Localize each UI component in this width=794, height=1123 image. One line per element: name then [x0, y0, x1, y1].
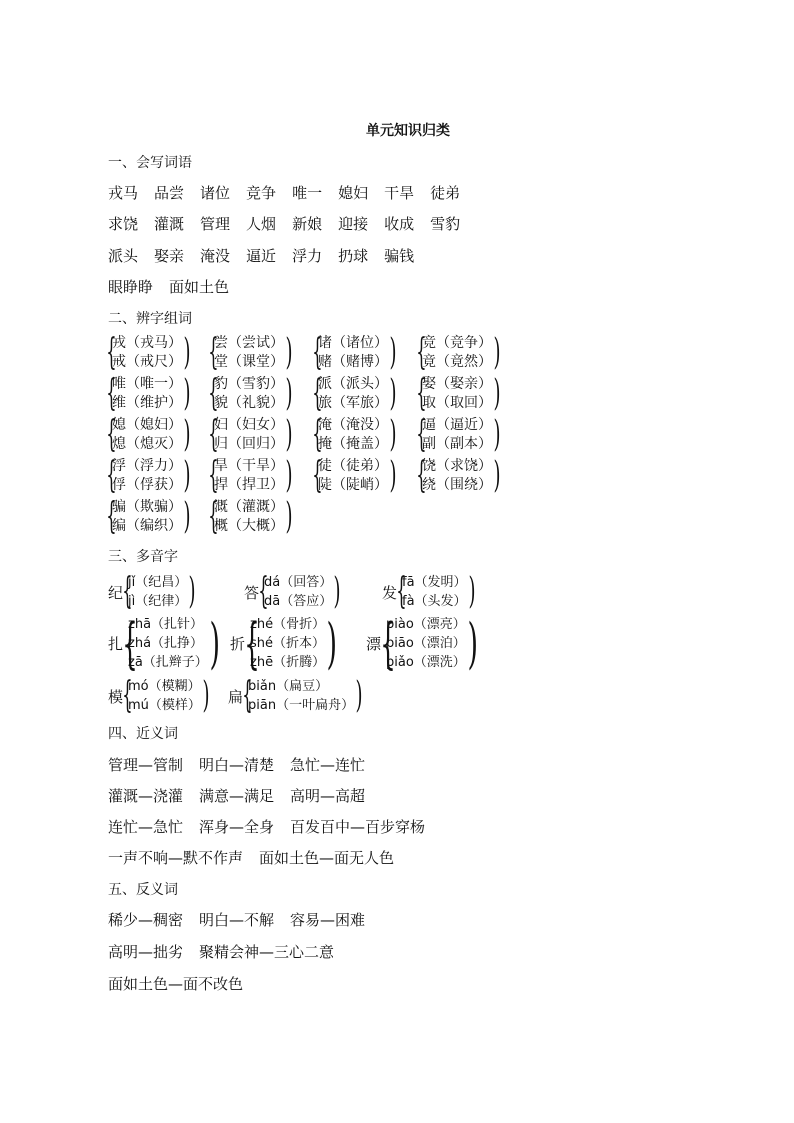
word: 诸位 [200, 184, 231, 202]
right-brace: ) [493, 414, 501, 455]
section-heading-synonyms: 四、近义词 [108, 726, 178, 742]
char-pair-group [106, 332, 191, 373]
left-brace: { [242, 675, 253, 716]
word-row [108, 182, 460, 203]
left-brace: { [416, 373, 427, 414]
polyphone-group [382, 571, 476, 612]
char-pair-line: 绕（围绕） [422, 477, 492, 493]
left-brace: { [208, 332, 219, 373]
left-brace: { [122, 611, 138, 675]
right-brace: ) [285, 414, 293, 455]
pinyin-line: zā（扎辫子） [128, 655, 208, 670]
char-pair-line: 逼（逼近） [422, 417, 492, 433]
char-pair-group [416, 332, 501, 373]
char-pair-line: 取（取回） [422, 395, 492, 411]
right-brace: ) [188, 571, 196, 612]
polyphone-group [228, 675, 363, 716]
synonym-row [108, 785, 365, 806]
pinyin-line: jǐ（纪昌） [128, 575, 188, 590]
polyphone-group [108, 571, 196, 612]
char-pair-line: 唯（唯一） [112, 376, 182, 392]
polyphone-group [366, 611, 478, 675]
left-brace: { [106, 455, 117, 496]
left-brace: { [208, 414, 219, 455]
char-pair-line: 媳（媳妇） [112, 417, 182, 433]
left-brace: { [106, 332, 117, 373]
word-pair: 浑身—全身 [199, 818, 275, 836]
left-brace: { [312, 414, 323, 455]
char-pair-group [208, 414, 293, 455]
word-pair: 管理—管制 [108, 756, 184, 774]
word-pair: 明白—不解 [199, 911, 275, 929]
left-brace: { [208, 455, 219, 496]
right-brace: ) [285, 373, 293, 414]
left-brace: { [416, 455, 427, 496]
polyphone-char: 漂 [366, 635, 382, 653]
char-pair-line: 娶（娶亲） [422, 376, 492, 392]
word-pair: 高明—拙劣 [108, 943, 184, 961]
char-pair-line: 副（副本） [422, 436, 492, 452]
word: 雪豹 [430, 215, 461, 233]
pinyin-line: shé（折本） [250, 636, 326, 651]
right-brace: ) [209, 611, 220, 675]
polyphone-char: 模 [108, 687, 124, 706]
right-brace: ) [202, 675, 210, 716]
left-brace: { [258, 571, 269, 612]
char-pair-line: 概（大概） [214, 518, 284, 534]
word: 唯一 [292, 184, 323, 202]
right-brace: ) [285, 332, 293, 373]
polyphone-char: 扎 [108, 635, 124, 653]
char-pair-group [312, 455, 397, 496]
char-pair-line: 尝（尝试） [214, 335, 284, 351]
word: 眼睁睁 [108, 278, 154, 296]
left-brace: { [312, 455, 323, 496]
char-pair-group [208, 455, 293, 496]
pinyin-line: dā（答应） [264, 594, 333, 609]
word: 人烟 [246, 215, 277, 233]
char-pair-line: 掩（掩盖） [318, 436, 388, 452]
left-brace: { [416, 332, 427, 373]
word: 新娘 [292, 215, 323, 233]
char-pair-line: 竟（竟然） [422, 354, 492, 370]
polyphone-group [108, 675, 210, 716]
char-pair-line: 编（编织） [112, 518, 182, 534]
char-pair-group [416, 455, 501, 496]
char-pair-line: 浮（浮力） [112, 458, 182, 474]
polyphone-group [244, 571, 341, 612]
right-brace: ) [493, 455, 501, 496]
synonym-row [108, 816, 425, 837]
antonym-row [108, 941, 334, 962]
char-pair-line: 诸（诸位） [318, 335, 388, 351]
char-pair-line: 赌（赌博） [318, 354, 388, 370]
left-brace: { [122, 675, 133, 716]
char-pair-line: 归（回归） [214, 436, 284, 452]
right-brace: ) [183, 496, 191, 537]
pinyin-line: fà（头发） [402, 594, 467, 609]
word: 求饶 [108, 215, 139, 233]
pinyin-line: piān（一叶扁舟） [248, 698, 355, 713]
pinyin-line: piào（漂亮） [386, 617, 466, 632]
pinyin-line: mú（模样） [128, 698, 201, 713]
polyphone-char: 折 [230, 635, 246, 653]
pinyin-line: jì（纪律） [128, 594, 188, 609]
section-heading-distinguish-chars: 二、辨字组词 [108, 311, 192, 327]
left-brace: { [106, 414, 117, 455]
char-pair-group [208, 373, 293, 414]
word: 媳妇 [338, 184, 369, 202]
right-brace: ) [285, 455, 293, 496]
right-brace: ) [285, 496, 293, 537]
char-pair-group [106, 414, 191, 455]
word-pair: 高明—高超 [290, 787, 366, 805]
char-pair-line: 陡（陡峭） [318, 477, 388, 493]
char-pair-line: 旱（干旱） [214, 458, 284, 474]
right-brace: ) [183, 455, 191, 496]
word: 逼近 [246, 247, 277, 265]
synonym-row [108, 847, 394, 868]
char-pair-group [416, 373, 501, 414]
char-pair-line: 骗（欺骗） [112, 499, 182, 515]
pinyin-line: zhā（扎针） [128, 617, 204, 632]
char-pair-line: 俘（俘获） [112, 477, 182, 493]
word: 戎马 [108, 184, 139, 202]
left-brace: { [208, 373, 219, 414]
char-pair-line: 派（派头） [318, 376, 388, 392]
left-brace: { [106, 496, 117, 537]
word: 灌溉 [154, 215, 185, 233]
char-pair-group [312, 373, 397, 414]
right-brace: ) [467, 611, 478, 675]
right-brace: ) [493, 373, 501, 414]
word: 管理 [200, 215, 231, 233]
left-brace: { [396, 571, 407, 612]
word-pair: 百发百中—百步穿杨 [290, 818, 426, 836]
word: 面如土色 [169, 278, 230, 296]
right-brace: ) [183, 414, 191, 455]
right-brace: ) [389, 455, 397, 496]
section-heading-write-words: 一、会写词语 [108, 155, 192, 171]
char-pair-line: 旅（军旅） [318, 395, 388, 411]
right-brace: ) [183, 332, 191, 373]
left-brace: { [244, 611, 260, 675]
char-pair-line: 饶（求饶） [422, 458, 492, 474]
right-brace: ) [355, 675, 363, 716]
page-title: 单元知识归类 [366, 123, 450, 139]
word-pair: 一声不响—默不作声 [108, 849, 244, 867]
word-pair: 稀少—稠密 [108, 911, 184, 929]
char-pair-line: 貌（礼貌） [214, 395, 284, 411]
char-pair-line: 徒（徒弟） [318, 458, 388, 474]
polyphone-char: 发 [382, 583, 398, 602]
char-pair-line: 捍（捍卫） [214, 477, 284, 493]
right-brace: ) [326, 611, 338, 675]
right-brace: ) [183, 373, 191, 414]
pinyin-line: zhé（骨折） [250, 617, 326, 632]
word: 浮力 [292, 247, 323, 265]
char-pair-line: 淹（淹没） [318, 417, 388, 433]
char-pair-line: 熄（熄灭） [112, 436, 182, 452]
char-pair-group [416, 414, 501, 455]
char-pair-line: 溉（灌溉） [214, 499, 284, 515]
char-pair-line: 堂（课堂） [214, 354, 284, 370]
word: 骗钱 [384, 247, 415, 265]
right-brace: ) [493, 332, 501, 373]
section-heading-antonyms: 五、反义词 [108, 882, 178, 898]
word-pair: 面如土色—面无人色 [259, 849, 395, 867]
char-pair-line: 戒（戒尺） [112, 354, 182, 370]
word: 迎接 [338, 215, 369, 233]
left-brace: { [122, 571, 133, 612]
char-pair-group [106, 496, 191, 537]
word: 娶亲 [154, 247, 185, 265]
word-pair: 明白—清楚 [199, 756, 275, 774]
left-brace: { [416, 414, 427, 455]
word-row [108, 276, 229, 297]
antonym-row [108, 909, 365, 930]
word: 收成 [384, 215, 415, 233]
left-brace: { [380, 611, 396, 675]
char-pair-group [106, 373, 191, 414]
char-pair-line: 妇（妇女） [214, 417, 284, 433]
pinyin-line: piǎo（漂洗） [386, 655, 466, 670]
char-pair-group [312, 414, 397, 455]
pinyin-line: piāo（漂泊） [386, 636, 466, 651]
pinyin-line: zhá（扎挣） [128, 636, 204, 651]
char-pair-group [106, 455, 191, 496]
left-brace: { [312, 332, 323, 373]
word: 品尝 [154, 184, 185, 202]
word: 徒弟 [430, 184, 461, 202]
right-brace: ) [333, 571, 341, 612]
word-pair: 满意—满足 [199, 787, 275, 805]
polyphone-group [108, 611, 220, 675]
char-pair-line: 戎（戎马） [112, 335, 182, 351]
right-brace: ) [468, 571, 476, 612]
right-brace: ) [389, 414, 397, 455]
right-brace: ) [389, 332, 397, 373]
word: 干旱 [384, 184, 415, 202]
pinyin-line: zhē（折腾） [250, 655, 326, 670]
polyphone-char: 纪 [108, 583, 124, 602]
left-brace: { [208, 496, 219, 537]
char-pair-group [208, 496, 293, 537]
char-pair-line: 竞（竞争） [422, 335, 492, 351]
polyphone-group [230, 611, 338, 675]
char-pair-group [312, 332, 397, 373]
word-pair: 灌溉—浇灌 [108, 787, 184, 805]
word: 淹没 [200, 247, 231, 265]
word-pair: 连忙—急忙 [108, 818, 184, 836]
word: 竞争 [246, 184, 277, 202]
word-pair: 面如土色—面不改色 [108, 975, 244, 993]
left-brace: { [312, 373, 323, 414]
pinyin-line: biǎn（扁豆） [248, 679, 329, 694]
word-pair: 急忙—连忙 [290, 756, 366, 774]
left-brace: { [106, 373, 117, 414]
word-pair: 聚精会神—三心二意 [199, 943, 335, 961]
char-pair-group [208, 332, 293, 373]
char-pair-line: 豹（雪豹） [214, 376, 284, 392]
antonym-row [108, 973, 243, 994]
pinyin-line: dá（回答） [264, 575, 333, 590]
pinyin-line: fā（发明） [402, 575, 467, 590]
pinyin-line: mó（模糊） [128, 679, 201, 694]
right-brace: ) [389, 373, 397, 414]
polyphone-char: 扁 [228, 687, 244, 706]
polyphone-char: 答 [244, 583, 260, 602]
word: 扔球 [338, 247, 369, 265]
synonym-row [108, 754, 365, 775]
word: 派头 [108, 247, 139, 265]
word-row [108, 245, 414, 266]
word-pair: 容易—困难 [290, 911, 366, 929]
section-heading-polyphones: 三、多音字 [108, 549, 178, 565]
char-pair-line: 维（维护） [112, 395, 182, 411]
word-row [108, 213, 460, 234]
